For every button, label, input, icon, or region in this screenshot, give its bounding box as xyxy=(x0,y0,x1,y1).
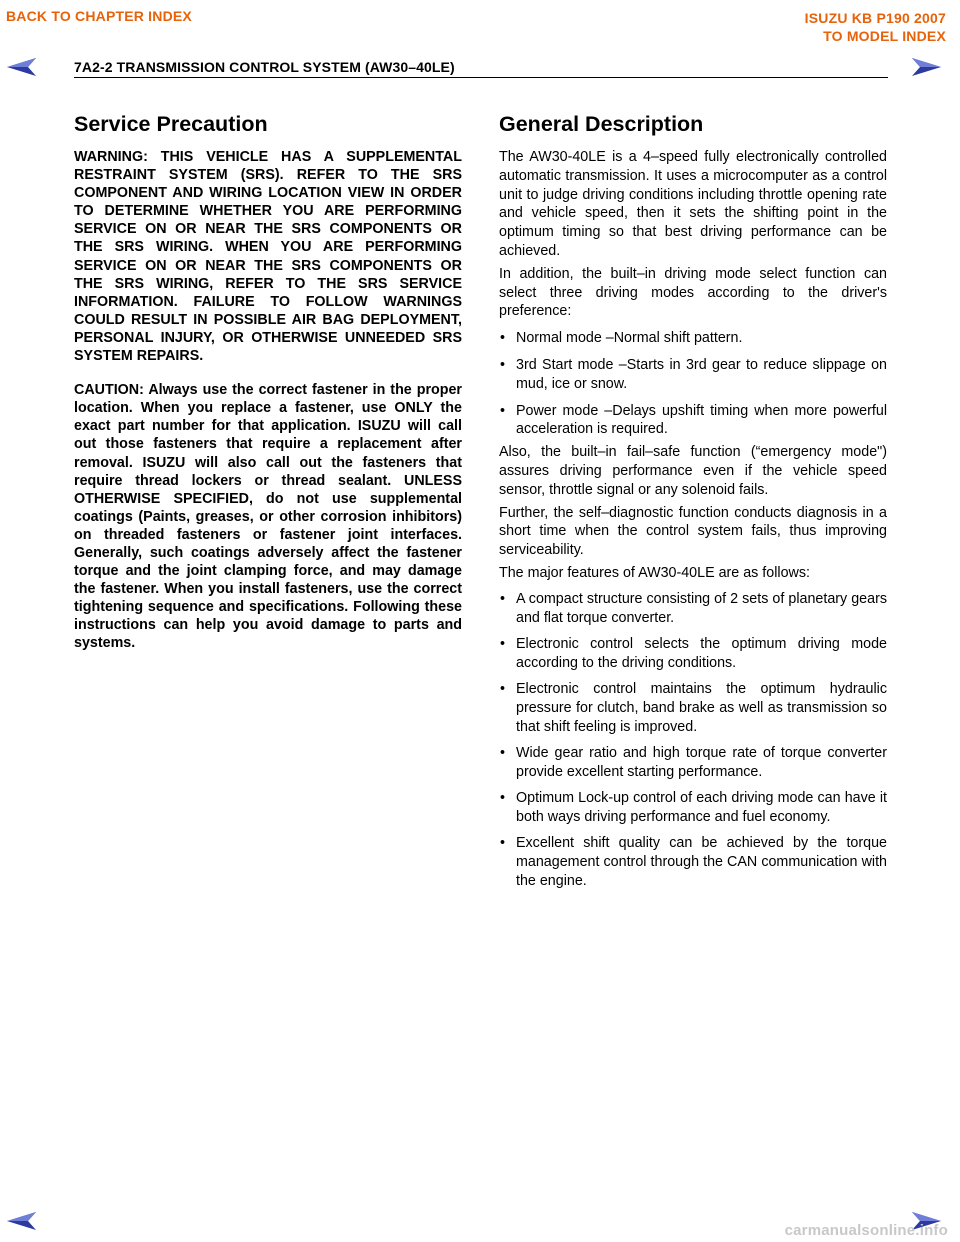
driving-modes-list xyxy=(499,329,887,439)
list-item: • Wide gear ratio and high torque rate of torque converter provide excellent starting performance. xyxy=(500,744,887,780)
intro-paragraph: The AW30-40LE is a 4–speed fully electronically controlled automatic transmission. It uses a microcomputer as a control unit to judge driving conditions including throttle opening rate and vehicle speed, then it sets the shifting point in the optimum timing so that best driving performance can be achieved. xyxy=(499,149,887,259)
diagnosis-paragraph: Further, the self–diagnostic function conducts diagnosis in a short time when the control system fails, thus improving serviceability. xyxy=(499,504,887,559)
general-description-column xyxy=(499,110,887,898)
failsafe-paragraph: Also, the built–in fail–safe function (“emergency mode") assures driving performance even if the vehicle speed sensor, throttle signal or any solenoid fails. xyxy=(499,444,887,498)
list-item: • Optimum Lock-up control of each driving mode can have it both ways driving performance and fuel economy. xyxy=(500,789,887,825)
list-item: • 3rd Start mode –Starts in 3rd gear to reduce slippage on mud, ice or snow. xyxy=(500,356,887,392)
next-page-arrow-icon[interactable] xyxy=(910,56,942,78)
bullet-icon: • xyxy=(500,590,506,607)
bullet-icon: • xyxy=(500,356,506,373)
features-list xyxy=(499,590,887,891)
bullet-icon: • xyxy=(500,680,506,697)
bullet-icon: • xyxy=(500,789,506,806)
bullet-icon: • xyxy=(500,744,506,761)
list-item: • Power mode –Delays upshift timing when more powerful acceleration is required. xyxy=(500,402,887,438)
list-item: • Normal mode –Normal shift pattern. xyxy=(500,330,743,347)
bullet-icon: • xyxy=(500,835,506,851)
service-precaution-heading: Service Precaution xyxy=(74,112,268,136)
back-to-chapter-index-link[interactable]: BACK TO CHAPTER INDEX xyxy=(6,8,192,24)
model-title-link[interactable]: ISUZU KB P190 2007 xyxy=(804,10,946,26)
service-precaution-column xyxy=(74,110,462,669)
list-item: • Excellent shift quality can be achieved by the torque management control through the CAN communication with the engine. xyxy=(500,835,887,889)
srs-warning-text: WARNING: THIS VEHICLE HAS A SUPPLEMENTAL RESTRAINT SYSTEM (SRS). REFER TO THE SRS COMPONENT AND WIRING LOCATION VIEW IN ORDER TO DETERMINE WHETHER YOU ARE PERFORMING SERVICE ON OR NEAR THE SRS COMPONENTS OR THE SRS WIRING. WHEN YOU ARE PERFORMING SERVICE ON OR NEAR THE SRS COMPONENTS OR THE SRS WIRING, REFER TO THE SRS SERVICE INFORMATION. FAILURE TO FOLLOW WARNINGS COULD RESULT IN POSSIBLE AIR BAG DEPLOYMENT, PERSONAL INJURY, OR OTHERWISE UNNEEDED SRS SYSTEM REPAIRS. xyxy=(74,149,462,365)
driving-modes-intro: In addition, the built–in driving mode select function can select three driving modes according to the driver's preference: xyxy=(499,265,887,320)
features-intro: The major features of AW30-40LE are as follows: xyxy=(499,564,810,581)
list-item: • Electronic control selects the optimum driving mode according to the driving conditions. xyxy=(500,635,887,671)
bullet-icon: • xyxy=(500,330,506,347)
list-item: • Electronic control maintains the optimum hydraulic pressure for clutch, band brake as well as transmission so that shift feeling is improved. xyxy=(500,680,887,735)
previous-page-arrow-icon[interactable] xyxy=(6,56,38,78)
bullet-icon: • xyxy=(500,402,506,419)
fastener-caution-text: CAUTION: Always use the correct fastener in the proper location. When you replace a fastener, use ONLY the exact part number for that application. ISUZU will call out those fasteners that require a replacement after removal. ISUZU will also call out the fasteners that require thread lockers or thread sealant. UNLESS OTHERWISE SPECIFIED, do not use supplemental coatings (Paints, greases, or other corrosion inhibitors) on threaded fasteners or fastener joint interfaces. Generally, such coatings adversely affect the fastener torque and the joint clamping force, and may damage the fastener. When you install fasteners, use the correct tightening sequence and specifications. Following these instructions can help you avoid damage to parts and systems. xyxy=(74,382,462,652)
bullet-icon: • xyxy=(500,635,506,652)
page-header-title: 7A2-2 TRANSMISSION CONTROL SYSTEM (AW30–40LE) xyxy=(74,59,455,75)
site-watermark: carmanualsonline.info xyxy=(784,1222,948,1239)
general-description-heading: General Description xyxy=(499,112,704,136)
list-item: • A compact structure consisting of 2 sets of planetary gears and flat torque converter. xyxy=(500,590,887,626)
previous-page-arrow-icon[interactable] xyxy=(6,1210,38,1232)
to-model-index-link[interactable]: TO MODEL INDEX xyxy=(823,28,946,44)
header-rule xyxy=(74,77,888,78)
